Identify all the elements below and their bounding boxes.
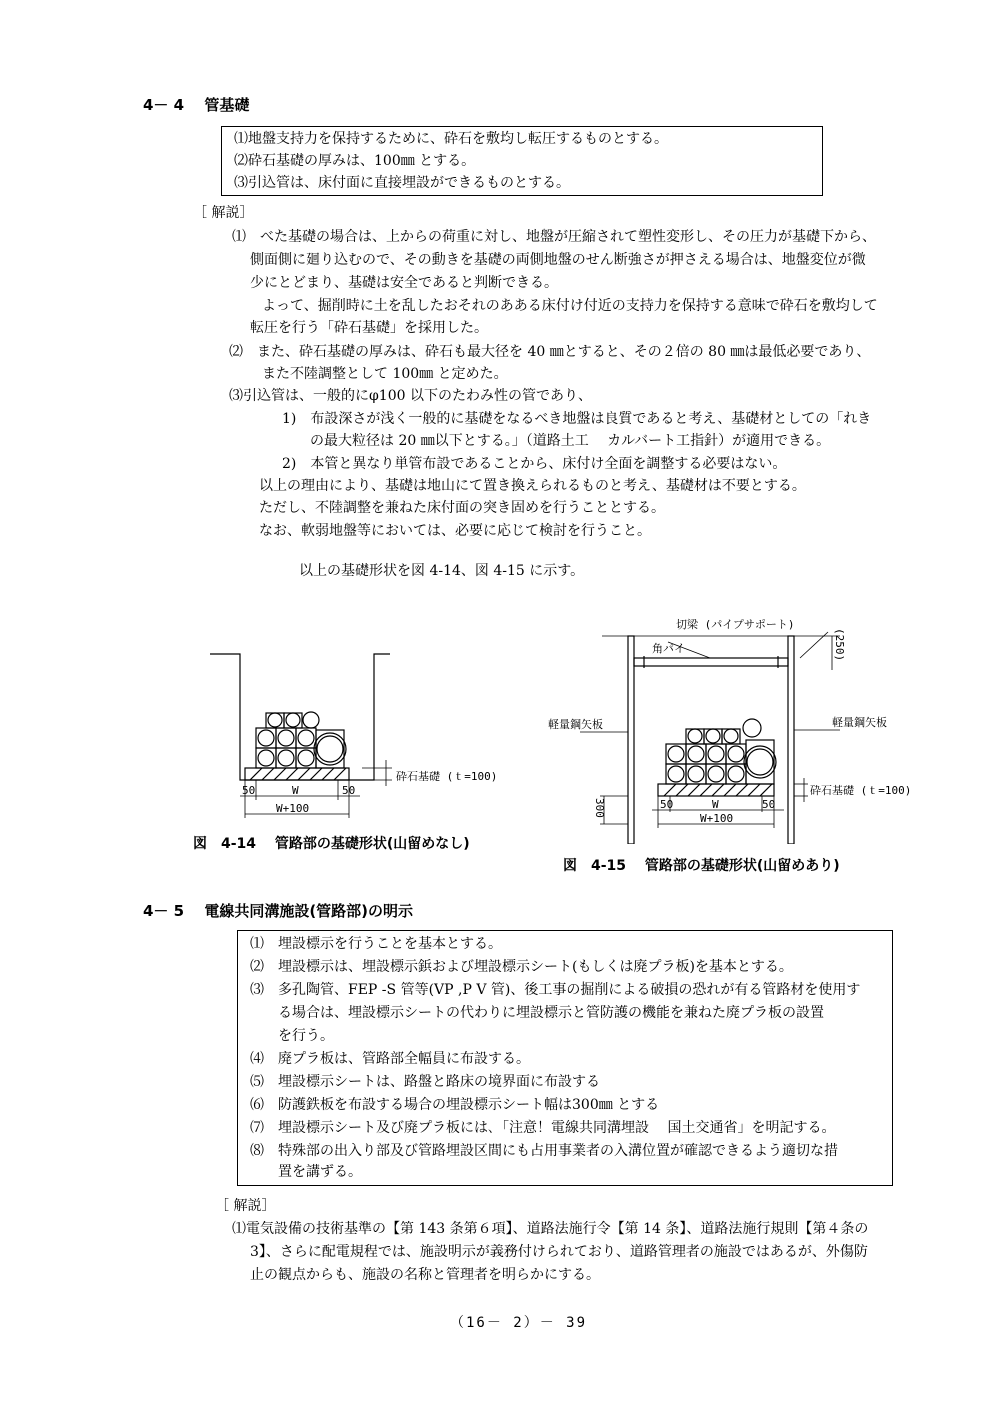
fig15-sheet-right-label: 軽量鋼矢板 [832, 716, 887, 729]
commentary-line: ただし、不陸調整を兼ねた床付面の突き固めを行うこととする。 [259, 500, 665, 516]
requirement-2: ⑵砕石基礎の厚みは、100㎜ とする。 [234, 153, 476, 169]
commentary-line: 2) 本管と異なり単管布設であることから、床付け全面を調整する必要はない。 [282, 456, 787, 472]
requirement-1: ⑴ 埋設標示を行うことを基本とする。 [250, 936, 502, 952]
commentary-line: 少にとどまり、基礎は安全であると判断できる。 [250, 275, 558, 291]
requirement-8-cont: 置を講ずる。 [278, 1164, 362, 1180]
fig15-sheet-left-label: 軽量鋼矢板 [548, 718, 603, 731]
fig14-dim-total: W+100 [276, 802, 310, 815]
section-4-4-title: 4－ 4 管基礎 [143, 96, 250, 114]
fig15-250-label: (250) [833, 628, 846, 662]
figure-4-15-caption: 図 4-15 管路部の基礎形状(山留めあり) [563, 858, 840, 874]
commentary-line: なお、軟弱地盤等においては、必要に応じて検討を行うこと。 [259, 523, 651, 539]
requirement-2: ⑵ 埋設標示は、埋設標示鋲および埋設標示シート(もしくは廃プラ板)を基本とする。 [250, 959, 793, 975]
commentary-line: の最大粒径は 20 ㎜以下とする。」（道路土工 カルバート工指針）が適用できる。 [310, 433, 831, 449]
requirements-box-4-5 [237, 930, 893, 1186]
fig15-dim-total: W+100 [700, 812, 734, 825]
section-4-5-title: 4－ 5 電線共同溝施設(管路部)の明示 [143, 902, 414, 920]
commentary-line: ⑴ べた基礎の場合は、上からの荷重に対し、地盤が圧縮されて塑性変形し、その圧力が基礎下から、 [232, 229, 876, 245]
requirement-7: ⑺ 埋設標示シート及び廃プラ板には､「注意！電線共同溝埋設 国土交通省」を明記する。 [250, 1120, 836, 1136]
requirement-4: ⑷ 廃プラ板は、管路部全幅員に布設する。 [250, 1051, 530, 1067]
commentary-line: また不陸調整として 100㎜ と定めた。 [262, 366, 508, 382]
requirement-3-cont: る場合は、埋設標示シートの代わりに埋設標示と管防護の機能を兼ねた廃プラ板の設置 [278, 1005, 824, 1021]
requirements-box-4-4 [221, 126, 823, 196]
figure-4-14 [200, 640, 520, 830]
fig15-base-label: 砕石基礎 (ｔ=100) [810, 784, 912, 797]
fig15-dim-left: 50 [660, 798, 674, 811]
figure-reference: 以上の基礎形状を図 4-14、図 4-15 に示す。 [299, 563, 585, 579]
commentary-line: 1) 布設深さが浅く一般的に基礎をなるべき地盤は良質であると考え、基礎材としての「れき [282, 411, 872, 427]
requirement-3: ⑶引込管は、床付面に直接埋設ができるものとする。 [234, 175, 570, 191]
commentary-line: ⑵ また、砕石基礎の厚みは、砕石も最大径を 40 ㎜とすると、その２倍の 80 ㎜は最低必要であり、 [229, 344, 871, 360]
fig15-dim-w: W [712, 798, 719, 811]
fig15-pipe-label: 角パイ [652, 642, 685, 655]
commentary-line: 以上の理由により、基礎は地山にて置き換えられるものと考え、基礎材は不要とする。 [259, 478, 806, 494]
page-number: （16－ 2）－ 39 [450, 1315, 588, 1331]
figure-4-15-drawing [540, 612, 940, 844]
figure-4-14-drawing [200, 640, 520, 830]
requirement-3-cont: を行う。 [278, 1028, 334, 1044]
requirement-3: ⑶ 多孔陶管、FEP -S 管等(VP ,P V 管)、後工事の掘削による破損の恐れが有る管路材を使用す [250, 982, 861, 998]
fig14-base-label: 砕石基礎 (ｔ=100) [396, 770, 498, 783]
fig15-dim-300: 300 [593, 798, 606, 818]
figure-4-14-caption: 図 4-14 管路部の基礎形状(山留めなし) [193, 836, 470, 852]
requirement-8: ⑻ 特殊部の出入り部及び管路埋設区間にも占用事業者の入溝位置が確認できるよう適切な措 [250, 1143, 838, 1159]
commentary-line: 転圧を行う「砕石基礎」を採用した。 [250, 320, 488, 336]
figure-4-15 [540, 612, 940, 844]
commentary-line: 3】、さらに配電規程では、施設明示が義務付けられており、道路管理者の施設ではあるが、外傷防 [250, 1244, 868, 1260]
fig14-dim-right: 50 [342, 784, 356, 797]
fig15-strut-label: 切梁 (パイプサポート) [676, 618, 795, 631]
fig14-dim-w: W [292, 784, 299, 797]
requirement-5: ⑸ 埋設標示シートは、路盤と路床の境界面に布設する [250, 1074, 600, 1090]
requirement-1: ⑴地盤支持力を保持するために、砕石を敷均し転圧するものとする。 [234, 131, 668, 147]
commentary-line: よって、掘削時に土を乱したおそれのあある床付け付近の支持力を保持する意味で砕石を敷均して [262, 298, 878, 314]
requirement-6: ⑹ 防護鉄板を布設する場合の埋設標示シート幅は300㎜ とする [250, 1097, 660, 1113]
commentary-line: ⑴電気設備の技術基準の【第 143 条第６項】、道路法施行令【第 14 条】、道路法施行規則【第４条の [232, 1221, 869, 1237]
commentary-line: ⑶引込管は、一般的にφ100 以下のたわみ性の管であり、 [229, 388, 592, 404]
kaisetsu-label: ［ 解説］ [193, 205, 254, 221]
fig14-dim-left: 50 [242, 784, 256, 797]
commentary-line: 止の観点からも、施設の名称と管理者を明らかにする。 [250, 1267, 600, 1283]
kaisetsu-label-4-5: ［ 解説］ [215, 1198, 276, 1214]
commentary-line: 側面側に廻り込むので、その動きを基礎の両側地盤のせん断強さが押さえる場合は、地盤変位が微 [250, 252, 866, 268]
fig15-dim-right: 50 [762, 798, 776, 811]
